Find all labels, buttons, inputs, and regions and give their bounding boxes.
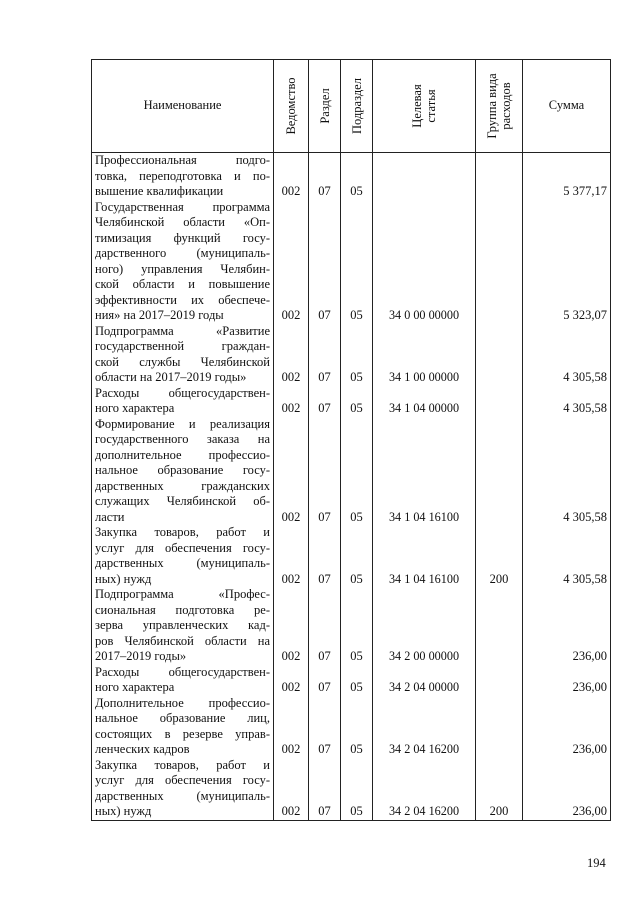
row-target: 34 2 04 00000 [373,665,476,696]
row-name-line: ров Челябинской области на [95,633,270,648]
row-vedomstvo: 002 [274,386,309,417]
row-name-line: Расходы общегосударствен- [95,664,270,679]
row-vedomstvo: 002 [274,587,309,665]
row-target: 34 2 04 16200 [373,758,476,821]
row-vedomstvo: 002 [274,417,309,526]
row-group [476,665,523,696]
row-target: 34 2 00 00000 [373,587,476,665]
row-name-line: ской службы Челябинской [95,354,270,369]
row-sum: 4 305,58 [523,525,611,587]
row-name-line: дарственных (муниципаль- [95,556,270,570]
row-group [476,153,523,200]
row-name-line: нальное образование лиц, [95,711,270,725]
row-razdel: 07 [309,200,341,324]
row-name [92,200,274,324]
header-target [373,60,476,153]
table-row [92,587,611,665]
row-vedomstvo: 002 [274,758,309,821]
row-name [92,587,274,665]
row-sum: 5 377,17 [523,153,611,200]
header-target-line2: статья [424,89,438,123]
row-sum: 236,00 [523,758,611,821]
row-name-line: дарственных гражданских [95,478,270,493]
row-sum: 4 305,58 [523,386,611,417]
row-vedomstvo: 002 [274,696,309,758]
row-razdel: 07 [309,696,341,758]
row-name [92,696,274,758]
row-name-line: ния» на 2017–2019 годы [95,308,224,322]
row-name-line: дополнительное профессио- [95,447,270,462]
header-group-line2: расходов [499,82,513,130]
row-name-line: Профессиональная подго- [95,153,270,167]
row-vedomstvo: 002 [274,665,309,696]
row-name-line: ской области и повышение [95,277,270,291]
row-name-line: Дополнительное профессио- [95,695,270,710]
row-name-line: дарственных (муниципаль- [95,788,270,803]
row-vedomstvo: 002 [274,200,309,324]
row-name-line: нальное образование госу- [95,463,270,477]
row-razdel: 07 [309,587,341,665]
table-row [92,200,611,324]
table-row [92,696,611,758]
header-name: Наименование [92,60,274,153]
row-name-line: ленческих кадров [95,742,190,756]
row-razdel: 07 [309,525,341,587]
header-group-line1: Группа вида [485,73,499,139]
row-vedomstvo: 002 [274,153,309,200]
table-row [92,417,611,526]
table-body [92,153,611,821]
row-name [92,525,274,587]
budget-table-sheet [91,59,610,850]
row-podrazdel: 05 [341,665,373,696]
header-vedomstvo-label: Ведомство [284,77,298,135]
row-name-line: области на 2017–2019 годы» [95,370,247,384]
row-name-line: ного характера [95,680,175,694]
row-podrazdel: 05 [341,587,373,665]
row-target: 34 1 04 16100 [373,417,476,526]
row-name-line: вышение квалификации [95,184,224,198]
page-number: 194 [587,856,606,870]
row-sum: 236,00 [523,665,611,696]
row-group [476,696,523,758]
row-name-line: услуг для обеспечения госу- [95,773,270,787]
row-group: 200 [476,758,523,821]
row-name [92,153,274,200]
row-sum: 5 323,07 [523,200,611,324]
row-name-line: государственной граждан- [95,339,270,353]
row-name-line: ного характера [95,401,175,415]
row-name [92,324,274,386]
row-name-line: зерва управленческих кад- [95,618,270,632]
row-name-line: товка, переподготовка и по- [95,168,270,183]
table-row [92,386,611,417]
row-razdel: 07 [309,758,341,821]
row-podrazdel: 05 [341,200,373,324]
row-group [476,324,523,386]
row-razdel: 07 [309,153,341,200]
row-name-line: состоящих в резерве управ- [95,726,270,741]
budget-table [91,59,611,821]
header-sum: Сумма [523,60,611,153]
row-group [476,587,523,665]
row-razdel: 07 [309,386,341,417]
header-podrazdel-label: Подраздел [349,78,364,134]
header-vedomstvo [274,60,309,153]
row-name-line: Подпрограмма «Профес- [95,587,270,601]
row-group [476,200,523,324]
table-row [92,153,611,200]
row-name-line: Закупка товаров, работ и [95,525,270,539]
table-row [92,324,611,386]
row-target: 34 2 04 16200 [373,696,476,758]
row-target [373,153,476,200]
row-name-line: дарственного (муниципаль- [95,246,270,260]
table-header-row [92,60,611,153]
row-name [92,758,274,821]
header-target-line1: Целевая [410,84,424,128]
row-vedomstvo: 002 [274,324,309,386]
row-razdel: 07 [309,665,341,696]
row-group [476,386,523,417]
row-name [92,386,274,417]
row-podrazdel: 05 [341,324,373,386]
row-name-line: ласти [95,509,125,524]
table-row [92,525,611,587]
table-row [92,758,611,821]
row-name-line: 2017–2019 годы» [95,649,187,663]
table-row [92,665,611,696]
row-name-line: эффективности их обеспече- [95,292,270,307]
row-name-line: услуг для обеспечения госу- [95,540,270,555]
row-podrazdel: 05 [341,758,373,821]
row-sum: 236,00 [523,587,611,665]
row-sum: 236,00 [523,696,611,758]
row-sum: 4 305,58 [523,417,611,526]
header-razdel [309,60,341,153]
row-name-line: Закупка товаров, работ и [95,757,270,772]
header-razdel-label: Раздел [317,88,332,124]
row-name-line: тимизация функций госу- [95,230,270,245]
row-sum: 4 305,58 [523,324,611,386]
row-name-line: Расходы общегосударствен- [95,385,270,400]
row-group [476,417,523,526]
row-name [92,665,274,696]
row-vedomstvo: 002 [274,525,309,587]
row-name-line: Формирование и реализация [95,416,270,431]
row-razdel: 07 [309,417,341,526]
row-name-line: государственного заказа на [95,432,270,446]
row-target: 34 1 04 16100 [373,525,476,587]
row-target: 34 1 04 00000 [373,386,476,417]
row-podrazdel: 05 [341,696,373,758]
row-podrazdel: 05 [341,153,373,200]
row-podrazdel: 05 [341,525,373,587]
row-podrazdel: 05 [341,386,373,417]
row-name [92,417,274,526]
row-name-line: ных) нужд [95,571,152,586]
row-group: 200 [476,525,523,587]
row-razdel: 07 [309,324,341,386]
row-name-line: Подпрограмма «Развитие [95,323,270,338]
header-podrazdel [341,60,373,153]
row-podrazdel: 05 [341,417,373,526]
row-target: 34 1 00 00000 [373,324,476,386]
row-name-line: сиональная подготовка ре- [95,602,270,617]
row-name-line: Государственная программа [95,199,270,214]
row-name-line: служащих Челябинской об- [95,494,270,508]
row-target: 34 0 00 00000 [373,200,476,324]
row-name-line: Челябинской области «Оп- [95,215,270,229]
row-name-line: ных) нужд [95,804,152,818]
header-group [476,60,523,153]
row-name-line: ного) управления Челябин- [95,261,270,276]
